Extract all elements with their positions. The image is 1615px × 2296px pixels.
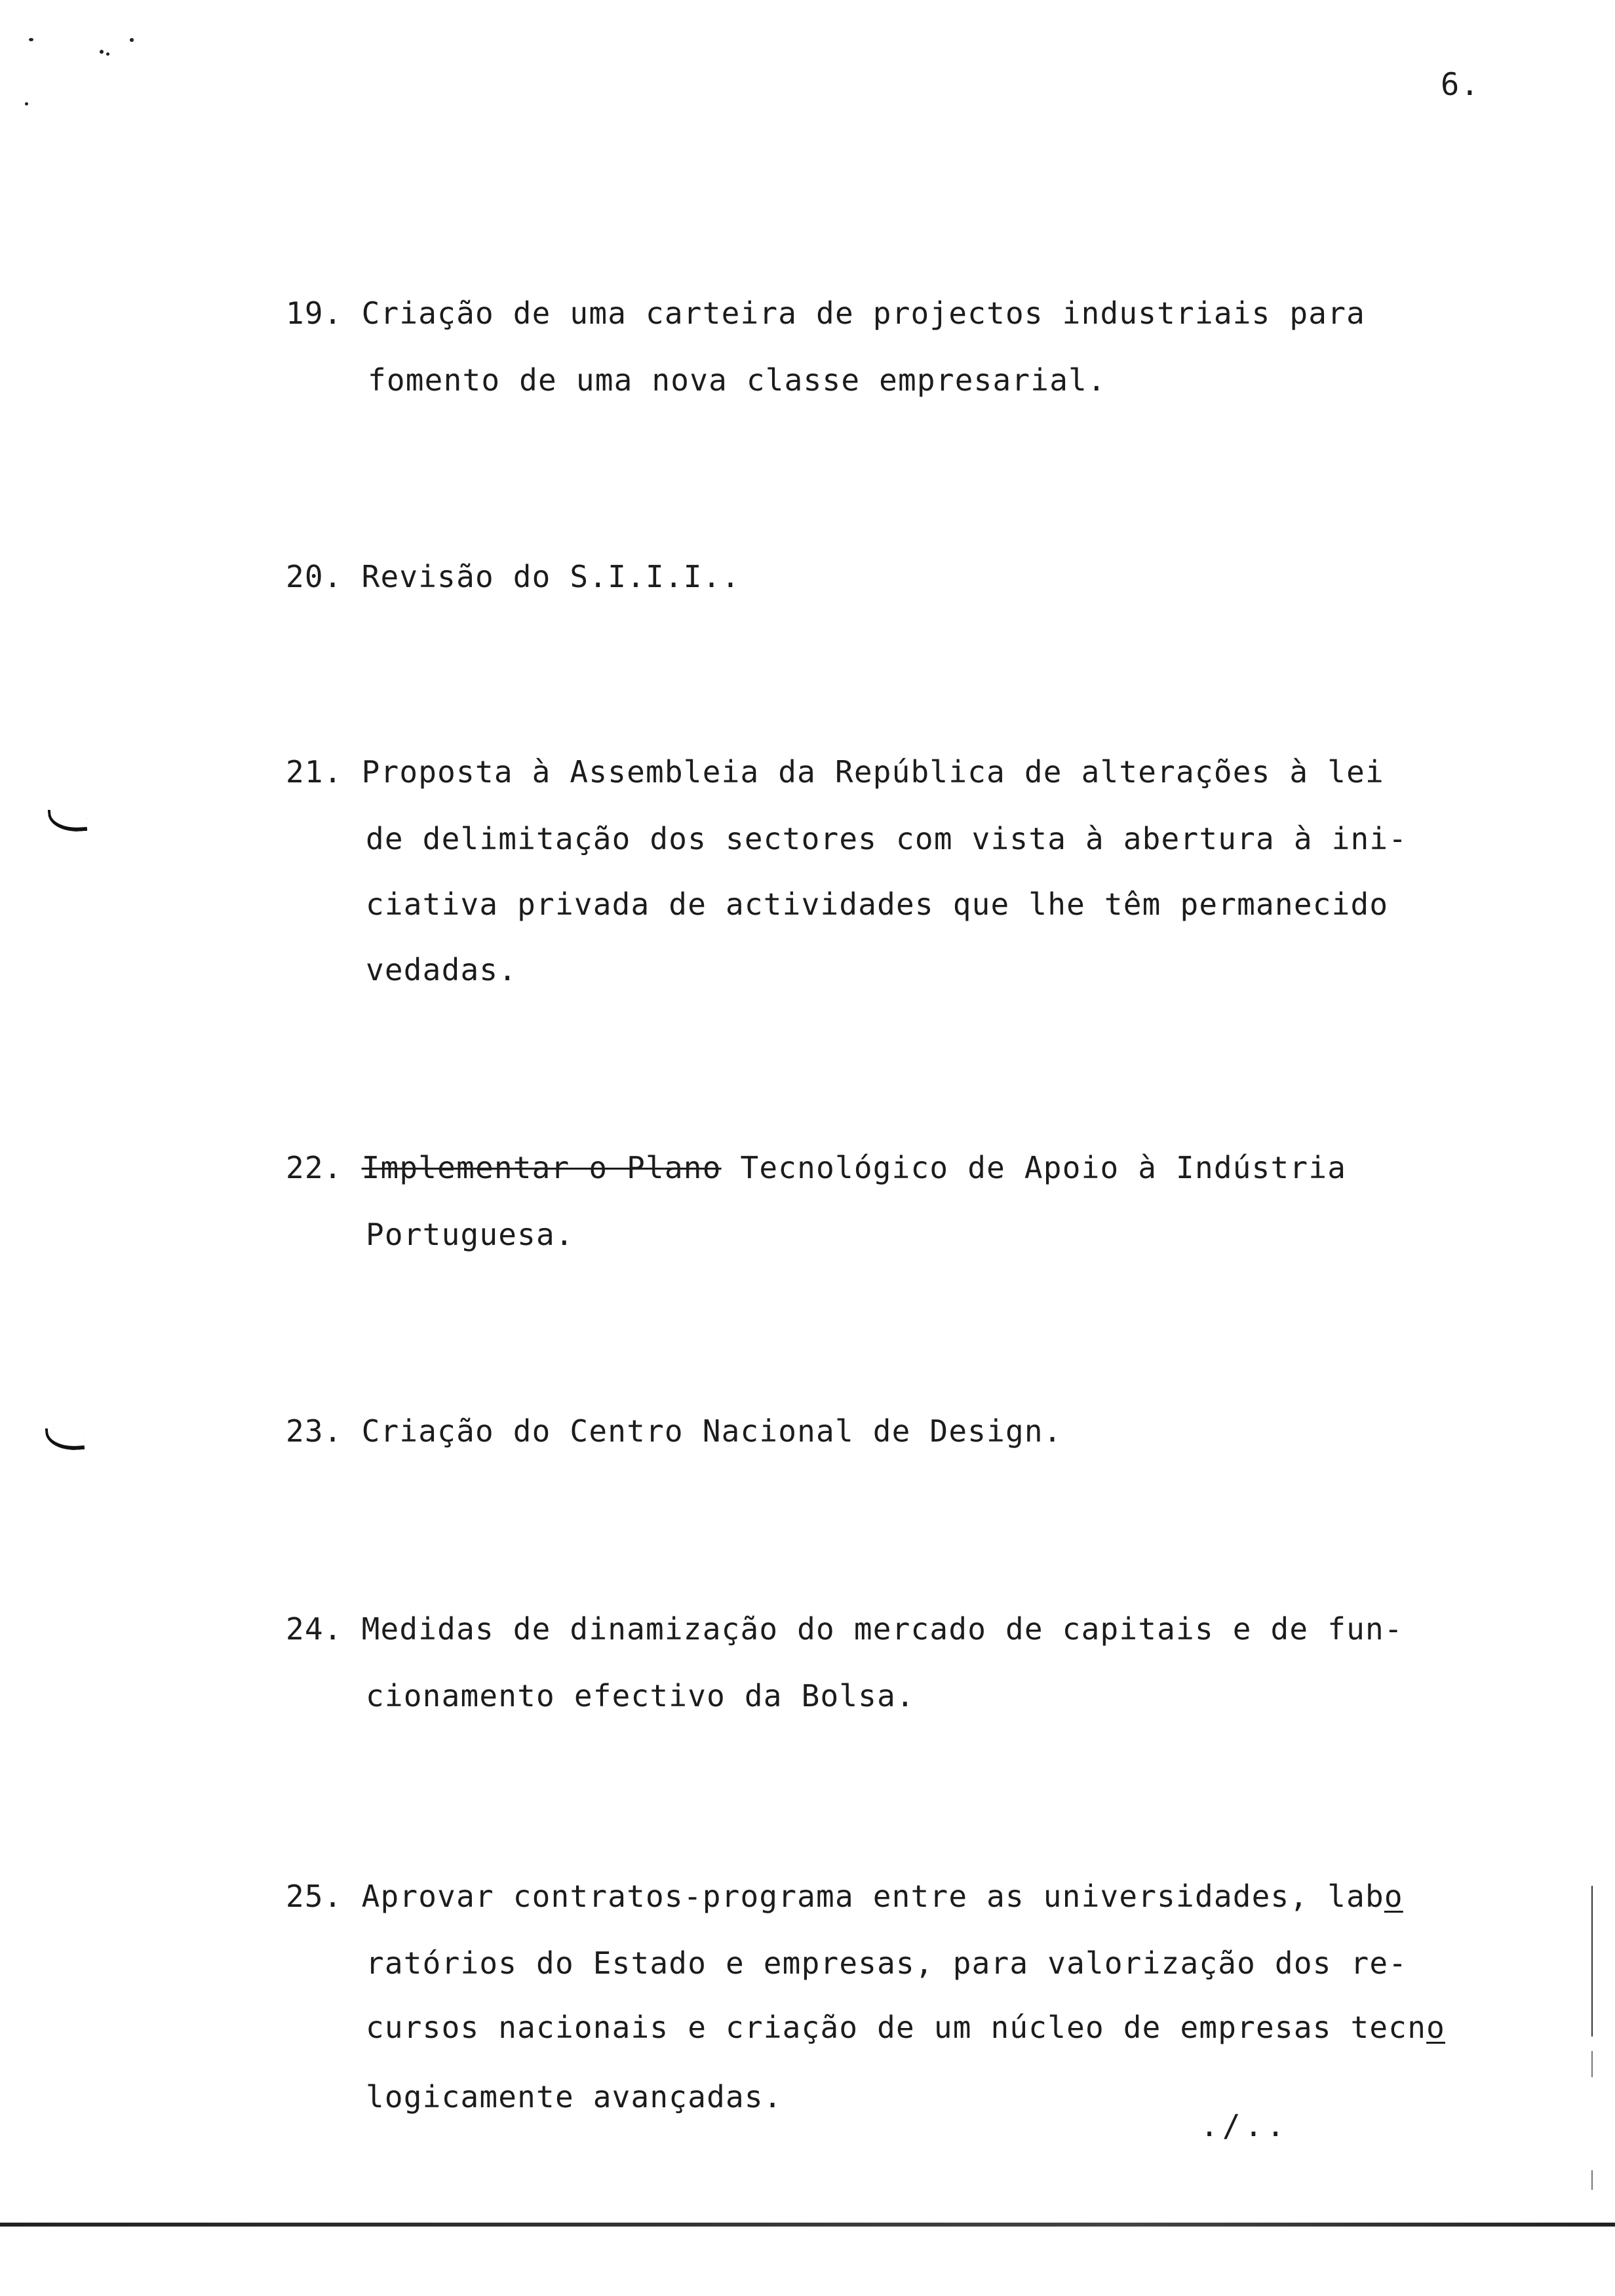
item-text: Tecnológico de Apoio à Indústria bbox=[721, 1150, 1347, 1185]
item-text: Criação do Centro Nacional de Design. bbox=[361, 1413, 1062, 1449]
item-number: 21. bbox=[286, 754, 343, 790]
item-number: 22. bbox=[286, 1150, 343, 1185]
item-text: Criação de uma carteira de projectos industriais para bbox=[361, 296, 1365, 331]
scan-edge-line bbox=[1591, 1886, 1593, 2037]
scan-speck bbox=[130, 38, 134, 42]
continuation-mark: ./.. bbox=[1200, 2108, 1289, 2143]
scan-edge-line bbox=[1591, 2051, 1593, 2077]
underlined-letter: o bbox=[1426, 2010, 1445, 2045]
item-text: Revisão do S.I.I.I.. bbox=[361, 559, 741, 594]
item-text: fomento de uma nova classe empresarial. bbox=[368, 362, 1106, 398]
scan-speck bbox=[106, 52, 109, 56]
item-text: cursos nacionais e criação de um núcleo de empresas tecn bbox=[366, 2010, 1427, 2045]
item-text: Aprovar contratos-programa entre as universidades, lab bbox=[361, 1879, 1384, 1914]
underlined-letter: o bbox=[1384, 1879, 1403, 1914]
item-number: 20. bbox=[286, 559, 343, 594]
margin-check-mark bbox=[48, 807, 87, 833]
item-text: Medidas de dinamização do mercado de capitais e de fun- bbox=[361, 1611, 1403, 1647]
item-number: 23. bbox=[286, 1413, 343, 1449]
item-number: 24. bbox=[286, 1611, 343, 1647]
scan-speck bbox=[25, 102, 28, 105]
item-text: logicamente avançadas. bbox=[366, 2079, 783, 2114]
scan-speck bbox=[29, 38, 33, 41]
item-text: Proposta à Assembleia da República de alterações à lei bbox=[361, 754, 1384, 790]
item-text: de delimitação dos sectores com vista à abertura à ini- bbox=[366, 821, 1408, 856]
item-text: Portuguesa. bbox=[366, 1217, 574, 1252]
item-text: vedadas. bbox=[366, 952, 518, 987]
struck-text: Implementar o Plano bbox=[361, 1150, 722, 1185]
scan-edge-line bbox=[1591, 2170, 1593, 2190]
page-number: 6. bbox=[1441, 67, 1481, 103]
item-text: ratórios do Estado e empresas, para valorização dos re- bbox=[366, 1945, 1408, 1981]
scan-speck bbox=[100, 50, 104, 54]
item-number: 25. bbox=[286, 1879, 343, 1914]
margin-check-mark bbox=[45, 1426, 85, 1452]
item-number: 19. bbox=[286, 296, 343, 331]
bottom-rule bbox=[0, 2223, 1615, 2227]
item-text: ciativa privada de actividades que lhe têm permanecido bbox=[366, 887, 1389, 922]
item-text: cionamento efectivo da Bolsa. bbox=[366, 1678, 915, 1713]
